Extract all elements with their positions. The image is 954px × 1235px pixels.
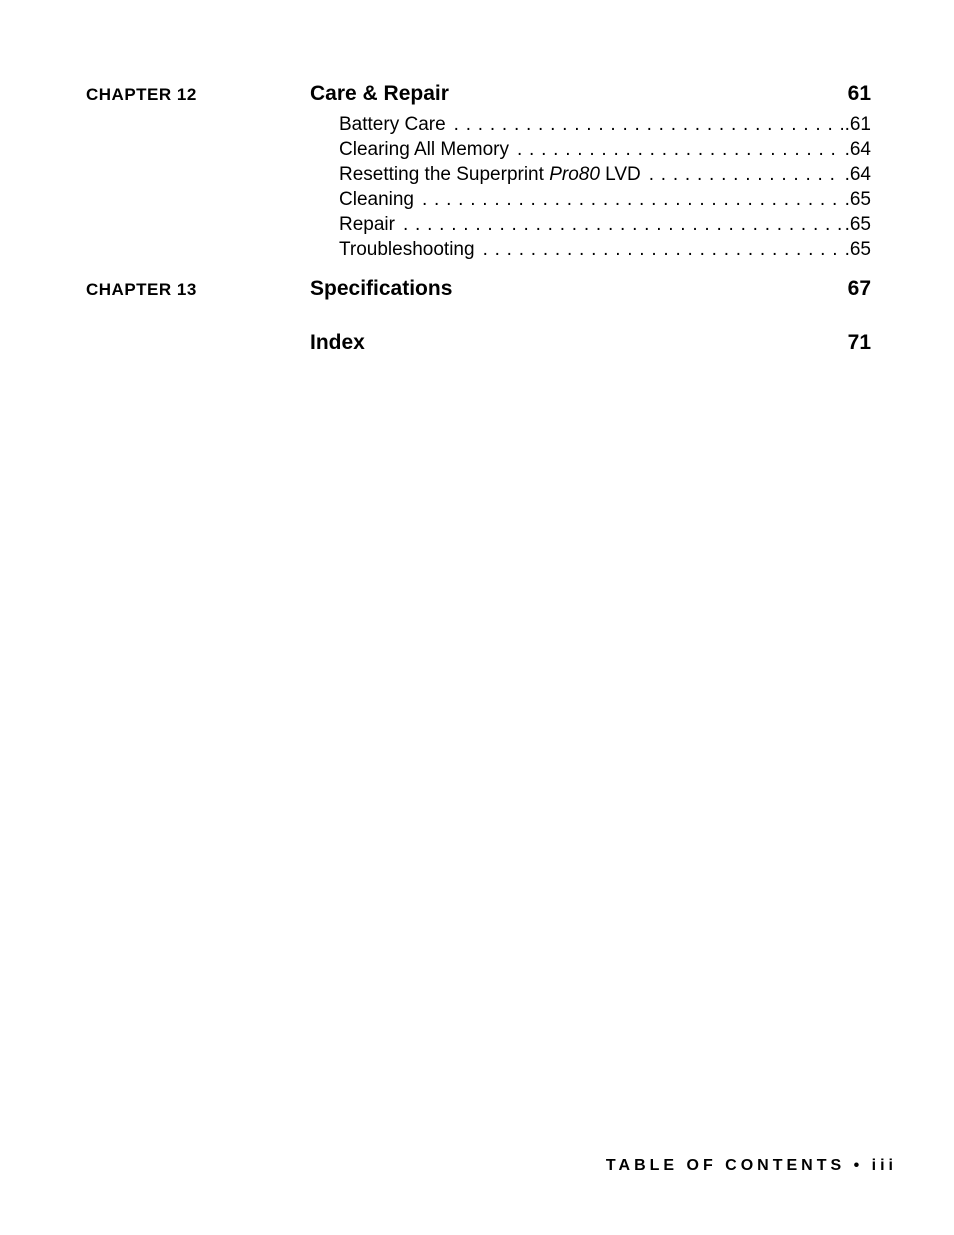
dot-leader (454, 112, 843, 137)
toc-entry-page: .65 (844, 214, 871, 235)
page-footer: TABLE OF CONTENTS • iii (605, 1157, 897, 1174)
chapter-13-heading[interactable] (310, 277, 871, 301)
toc-entry-cleaning[interactable] (339, 187, 871, 212)
title-part-model: Pro80 (549, 164, 600, 185)
dot-leader (483, 237, 843, 262)
chapter-12-heading[interactable] (310, 82, 871, 106)
toc-entry-title: Cleaning (339, 189, 414, 210)
dot-leader (517, 137, 843, 162)
toc-entry-title: Troubleshooting (339, 239, 475, 260)
chapter-12-label: CHAPTER 12 (86, 85, 197, 104)
chapter-12-page: 61 (847, 82, 871, 105)
toc-entry-page: .64 (844, 139, 871, 160)
dot-leader (649, 162, 843, 187)
toc-entry-clearing-all-memory[interactable] (339, 137, 871, 162)
toc-entry-title: Battery Care (339, 114, 446, 135)
chapter-12-entries (339, 112, 871, 262)
toc-entry-title (339, 162, 641, 187)
toc-entry-page: .64 (844, 164, 871, 185)
toc-entry-troubleshooting[interactable] (339, 237, 871, 262)
toc-entry-resetting-superprint[interactable] (339, 162, 871, 187)
index-heading[interactable] (310, 331, 871, 355)
dot-leader (422, 187, 843, 212)
index-page: 71 (847, 331, 871, 354)
toc-entry-page: .61 (844, 114, 871, 135)
toc-entry-title: Repair (339, 214, 395, 235)
toc-entry-repair[interactable] (339, 212, 871, 237)
title-part-before: Resetting the Superprint (339, 164, 550, 185)
title-part-after: LVD (599, 164, 641, 185)
toc-entry-page: .65 (844, 189, 871, 210)
chapter-13-label: CHAPTER 13 (86, 280, 197, 299)
toc-entry-title: Clearing All Memory (339, 139, 509, 160)
dot-leader (403, 212, 843, 237)
toc-entry-page: .65 (844, 239, 871, 260)
chapter-13-page: 67 (847, 277, 871, 300)
chapter-12-title: Care & Repair (310, 82, 449, 105)
toc-entry-battery-care[interactable] (339, 112, 871, 137)
chapter-13-title: Specifications (310, 277, 453, 300)
index-title: Index (310, 331, 365, 354)
